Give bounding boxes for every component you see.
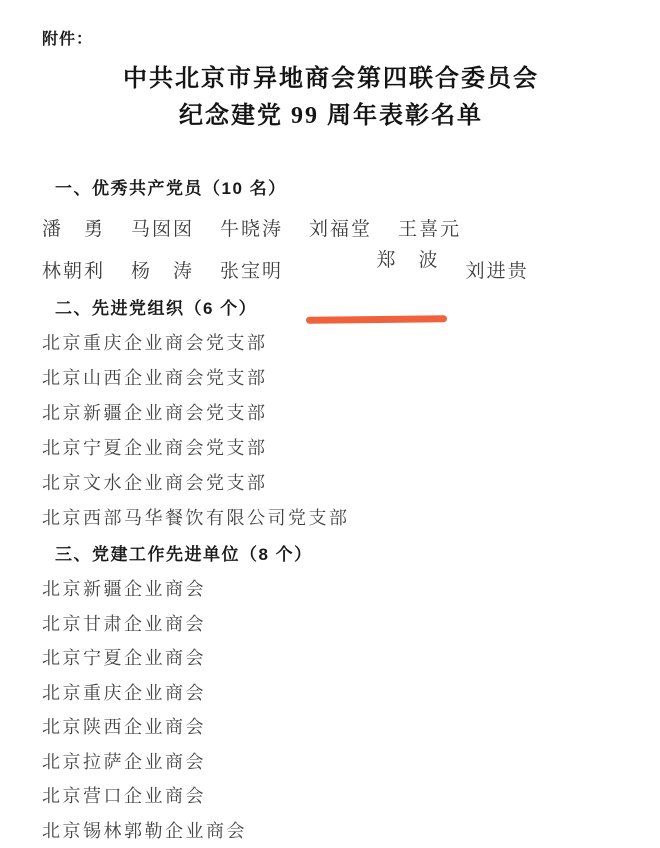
section-3-heading: 三、党建工作先进单位（8 个）	[55, 537, 620, 572]
member-name: 刘进贵	[466, 256, 529, 283]
org-item: 北京拉萨企业商会	[42, 745, 620, 780]
section-1-heading: 一、优秀共产党员（10 名）	[55, 171, 620, 206]
org-item: 北京锡林郭勒企业商会	[42, 814, 620, 848]
org-item: 北京新疆企业商会党支部	[42, 396, 620, 431]
attachment-label: 附件：	[42, 26, 620, 49]
org-item: 北京新疆企业商会	[42, 572, 620, 607]
title-line-1: 中共北京市异地商会第四联合委员会	[42, 61, 620, 98]
title-line-2: 纪念建党 99 周年表彰名单	[42, 98, 620, 135]
section-outstanding-party-members	[42, 171, 620, 290]
org-item: 北京营口企业商会	[42, 779, 620, 814]
section-3-list	[42, 572, 620, 848]
member-name: 张宝明	[220, 256, 283, 283]
org-item: 北京陕西企业商会	[42, 710, 620, 745]
member-name: 郑 波	[377, 250, 440, 271]
member-name: 牛晓涛	[220, 214, 283, 241]
org-item: 北京重庆企业商会	[42, 676, 620, 711]
marker-underline	[306, 315, 447, 323]
member-name-underlined	[309, 223, 440, 316]
org-item: 北京山西企业商会党支部	[42, 361, 620, 396]
member-name: 马囡囡	[131, 214, 194, 241]
section-2-heading: 二、先进党组织（6 个）	[55, 291, 620, 326]
document-title	[42, 61, 620, 135]
org-item: 北京宁夏企业商会	[42, 641, 620, 676]
org-item: 北京甘肃企业商会	[42, 607, 620, 642]
org-item: 北京重庆企业商会党支部	[42, 326, 620, 361]
names-row-2	[42, 248, 620, 290]
member-name: 王喜元	[398, 214, 461, 241]
member-name: 刘福堂	[309, 214, 372, 241]
org-item: 北京文水企业商会党支部	[42, 466, 620, 501]
section-advanced-party-organizations	[42, 291, 620, 536]
section-advanced-units-party-building	[42, 537, 620, 848]
org-item: 北京西部马华餐饮有限公司党支部	[42, 501, 620, 536]
org-item: 北京宁夏企业商会党支部	[42, 431, 620, 466]
member-name: 杨 涛	[131, 256, 194, 283]
member-name: 潘 勇	[42, 214, 105, 241]
section-2-list	[42, 326, 620, 536]
member-name: 林朝利	[42, 256, 105, 283]
